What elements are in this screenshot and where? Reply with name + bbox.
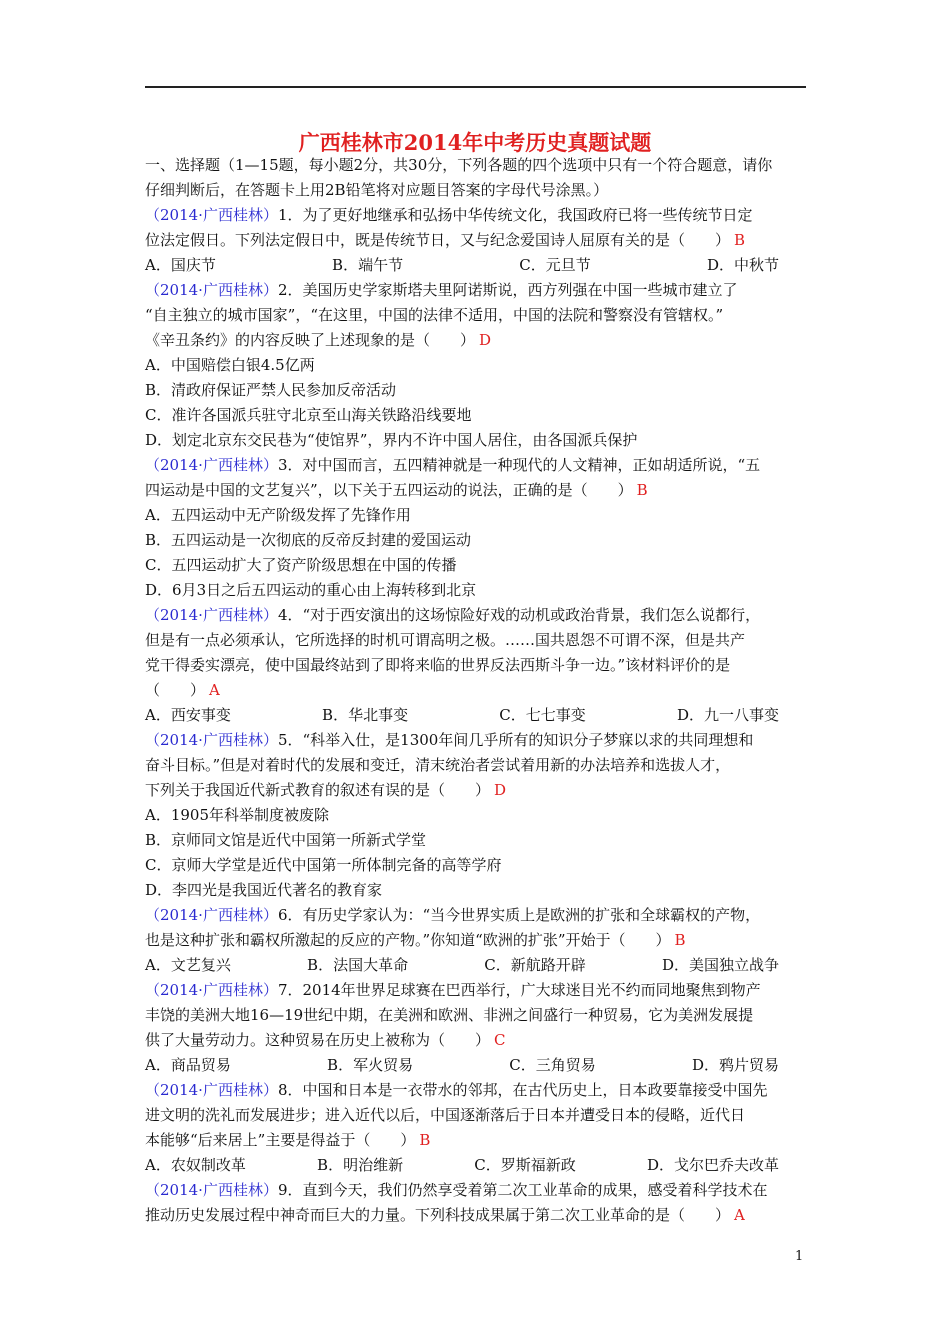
- answer-mark: B: [636, 481, 648, 499]
- question-line: [145, 628, 809, 653]
- option: D．划定北京东交民巷为“使馆界”，界内不许中国人居住，由各国派兵保护: [145, 431, 638, 449]
- question-line: [145, 453, 809, 478]
- question-text: 5．“科举入仕，是1300年间几乎所有的知识分子梦寐以求的共同理想和: [277, 731, 754, 749]
- question-text: “自主独立的城市国家”，“在这里，中国的法律不适用，中国的法院和警察没有管辖权。”: [145, 306, 724, 324]
- question-line: [145, 728, 809, 753]
- answer-mark: D: [479, 331, 492, 349]
- answer-mark: C: [494, 1031, 506, 1049]
- instructions-line: 一、选择题（1—15题，每小题2分，共30分，下列各题的四个选项中只有一个符合题意，请你: [145, 156, 773, 174]
- question-text: 7．2014年世界足球赛在巴西举行，广大球迷目光不约而同地聚焦到物产: [277, 981, 761, 999]
- question-text: 四运动是中国的文艺复兴”，以下关于五四运动的说法，正确的是（ ）: [145, 481, 633, 499]
- option: A．文艺复兴: [145, 956, 231, 974]
- option: B．五四运动是一次彻底的反帝反封建的爱国运动: [145, 531, 472, 549]
- question-line: [145, 228, 809, 253]
- option: B．法国大革命: [307, 956, 409, 974]
- question-line: [145, 1078, 809, 1103]
- question-line: [145, 778, 809, 803]
- answer-mark: B: [419, 1131, 431, 1149]
- option: B．京师同文馆是近代中国第一所新式学堂: [145, 831, 427, 849]
- question-text: 也是这种扩张和霸权所激起的反应的产物。”你知道“欧洲的扩张”开始于（ ）: [145, 931, 671, 949]
- option: A．农奴制改革: [145, 1156, 246, 1174]
- question-line: [145, 1203, 809, 1228]
- option: B．端午节: [332, 256, 404, 274]
- answer-mark: A: [209, 681, 220, 699]
- header-rule: [145, 86, 806, 88]
- question-text: 供了大量劳动力。这种贸易在历史上被称为（ ）: [145, 1031, 491, 1049]
- question-line: [145, 928, 809, 953]
- option: A．1905年科举制度被废除: [145, 806, 330, 824]
- page-title: 广西桂林市2014年中考历史真题试题: [298, 130, 652, 155]
- page-number: 1: [795, 1249, 804, 1264]
- options-row: [145, 1153, 809, 1178]
- source-tag: （2014·广西桂林）: [145, 1081, 278, 1099]
- question-line: [145, 1028, 809, 1053]
- option: A．国庆节: [145, 256, 216, 274]
- option: C．三角贸易: [509, 1056, 596, 1074]
- answer-mark: B: [674, 931, 686, 949]
- question-line: [145, 978, 809, 1003]
- option: B．华北事变: [322, 706, 409, 724]
- option: C．罗斯福新政: [474, 1156, 576, 1174]
- question-text: 2．美国历史学家斯塔夫里阿诺斯说，西方列强在中国一些城市建立了: [277, 281, 738, 299]
- source-tag: （2014·广西桂林）: [145, 906, 278, 924]
- option: B．军火贸易: [327, 1056, 414, 1074]
- question-line: [145, 678, 809, 703]
- question-text: 推动历史发展过程中神奇而巨大的力量。下列科技成果属于第二次工业革命的是（ ）: [145, 1206, 731, 1224]
- question-text: 党干得委实漂亮，使中国最终站到了即将来临的世界反法西斯斗争一边。”该材料评价的是: [145, 656, 731, 674]
- source-tag: （2014·广西桂林）: [145, 281, 278, 299]
- source-tag: （2014·广西桂林）: [145, 981, 278, 999]
- question-line: [145, 328, 809, 353]
- question-text: 奋斗目标。”但是对着时代的发展和变迁，清末统治者尝试着用新的办法培养和选拔人才，: [145, 756, 731, 774]
- answer-mark: D: [494, 781, 507, 799]
- options-row: [145, 703, 809, 728]
- option: D．鸦片贸易: [691, 1056, 779, 1074]
- question-text: 下列关于我国近代新式教育的叙述有误的是（ ）: [145, 781, 491, 799]
- source-tag: （2014·广西桂林）: [145, 1181, 278, 1199]
- source-tag: （2014·广西桂林）: [145, 456, 278, 474]
- instructions-line: 仔细判断后，在答题卡上用2B铅笔将对应题目答案的字母代号涂黑。）: [145, 181, 609, 199]
- question-line: [145, 903, 809, 928]
- option: A．五四运动中无产阶级发挥了先锋作用: [145, 506, 411, 524]
- option: B．明治维新: [317, 1156, 404, 1174]
- options-row: [145, 253, 809, 278]
- option: C．准许各国派兵驻守北京至山海关铁路沿线要地: [145, 406, 472, 424]
- option: C．五四运动扩大了资产阶级思想在中国的传播: [145, 556, 457, 574]
- option: D．美国独立战争: [661, 956, 779, 974]
- option: D．6月3日之后五四运动的重心由上海转移到北京: [145, 581, 477, 599]
- question-line: [145, 1178, 809, 1203]
- answer-mark: B: [734, 231, 746, 249]
- option: D．李四光是我国近代著名的教育家: [145, 881, 383, 899]
- question-line: [145, 653, 809, 678]
- option: C．新航路开辟: [484, 956, 586, 974]
- option: D．中秋节: [706, 256, 779, 274]
- option: C．元旦节: [519, 256, 591, 274]
- question-text: 进文明的洗礼而发展进步；进入近代以后，中国逐渐落后于日本并遭受日本的侵略，近代日: [145, 1106, 746, 1124]
- option: D．九一八事变: [676, 706, 779, 724]
- question-text: 本能够“后来居上”主要是得益于（ ）: [145, 1131, 416, 1149]
- question-text: 6．有历史学家认为：“当今世界实质上是欧洲的扩张和全球霸权的产物，: [277, 906, 761, 924]
- options-row: [145, 1053, 809, 1078]
- question-line: [145, 278, 809, 303]
- question-line: [145, 478, 809, 503]
- option: C．七七事变: [499, 706, 586, 724]
- question-text: 《辛丑条约》的内容反映了上述现象的是（ ）: [145, 331, 476, 349]
- question-line: [145, 753, 809, 778]
- option: B．清政府保证严禁人民参加反帝活动: [145, 381, 397, 399]
- options-row: [145, 953, 809, 978]
- question-content: [145, 153, 809, 1228]
- source-tag: （2014·广西桂林）: [145, 606, 278, 624]
- answer-mark: A: [734, 1206, 745, 1224]
- question-text: （ ）: [145, 681, 206, 699]
- question-text: 1．为了更好地继承和弘扬中华传统文化，我国政府已将一些传统节日定: [277, 206, 753, 224]
- question-line: [145, 1103, 809, 1128]
- question-line: [145, 303, 809, 328]
- question-text: 但是有一点必须承认，它所选择的时机可谓高明之极。……国共恩怨不可谓不深，但是共产: [145, 631, 746, 649]
- question-text: 4．“对于西安演出的这场惊险好戏的动机或政治背景，我们怎么说都行，: [277, 606, 761, 624]
- option: A．商品贸易: [145, 1056, 231, 1074]
- question-text: 3．对中国而言，五四精神就是一种现代的人文精神，正如胡适所说，“五: [277, 456, 761, 474]
- question-text: 9．直到今天，我们仍然享受着第二次工业革命的成果，感受着科学技术在: [277, 1181, 768, 1199]
- option: A．中国赔偿白银4.5亿两: [145, 356, 315, 374]
- question-text: 8．中国和日本是一衣带水的邻邦，在古代历史上，日本政要靠接受中国先: [277, 1081, 768, 1099]
- question-line: [145, 203, 809, 228]
- question-text: 位法定假日。下列法定假日中，既是传统节日，又与纪念爱国诗人屈原有关的是（ ）: [145, 231, 731, 249]
- question-line: [145, 603, 809, 628]
- question-line: [145, 1128, 809, 1153]
- source-tag: （2014·广西桂林）: [145, 206, 278, 224]
- option: D．戈尔巴乔夫改革: [646, 1156, 779, 1174]
- option: A．西安事变: [145, 706, 231, 724]
- question-line: [145, 1003, 809, 1028]
- source-tag: （2014·广西桂林）: [145, 731, 278, 749]
- option: C．京师大学堂是近代中国第一所体制完备的高等学府: [145, 856, 502, 874]
- question-text: 丰饶的美洲大地16—19世纪中期，在美洲和欧洲、非洲之间盛行一种贸易，它为美洲发展提: [145, 1006, 754, 1024]
